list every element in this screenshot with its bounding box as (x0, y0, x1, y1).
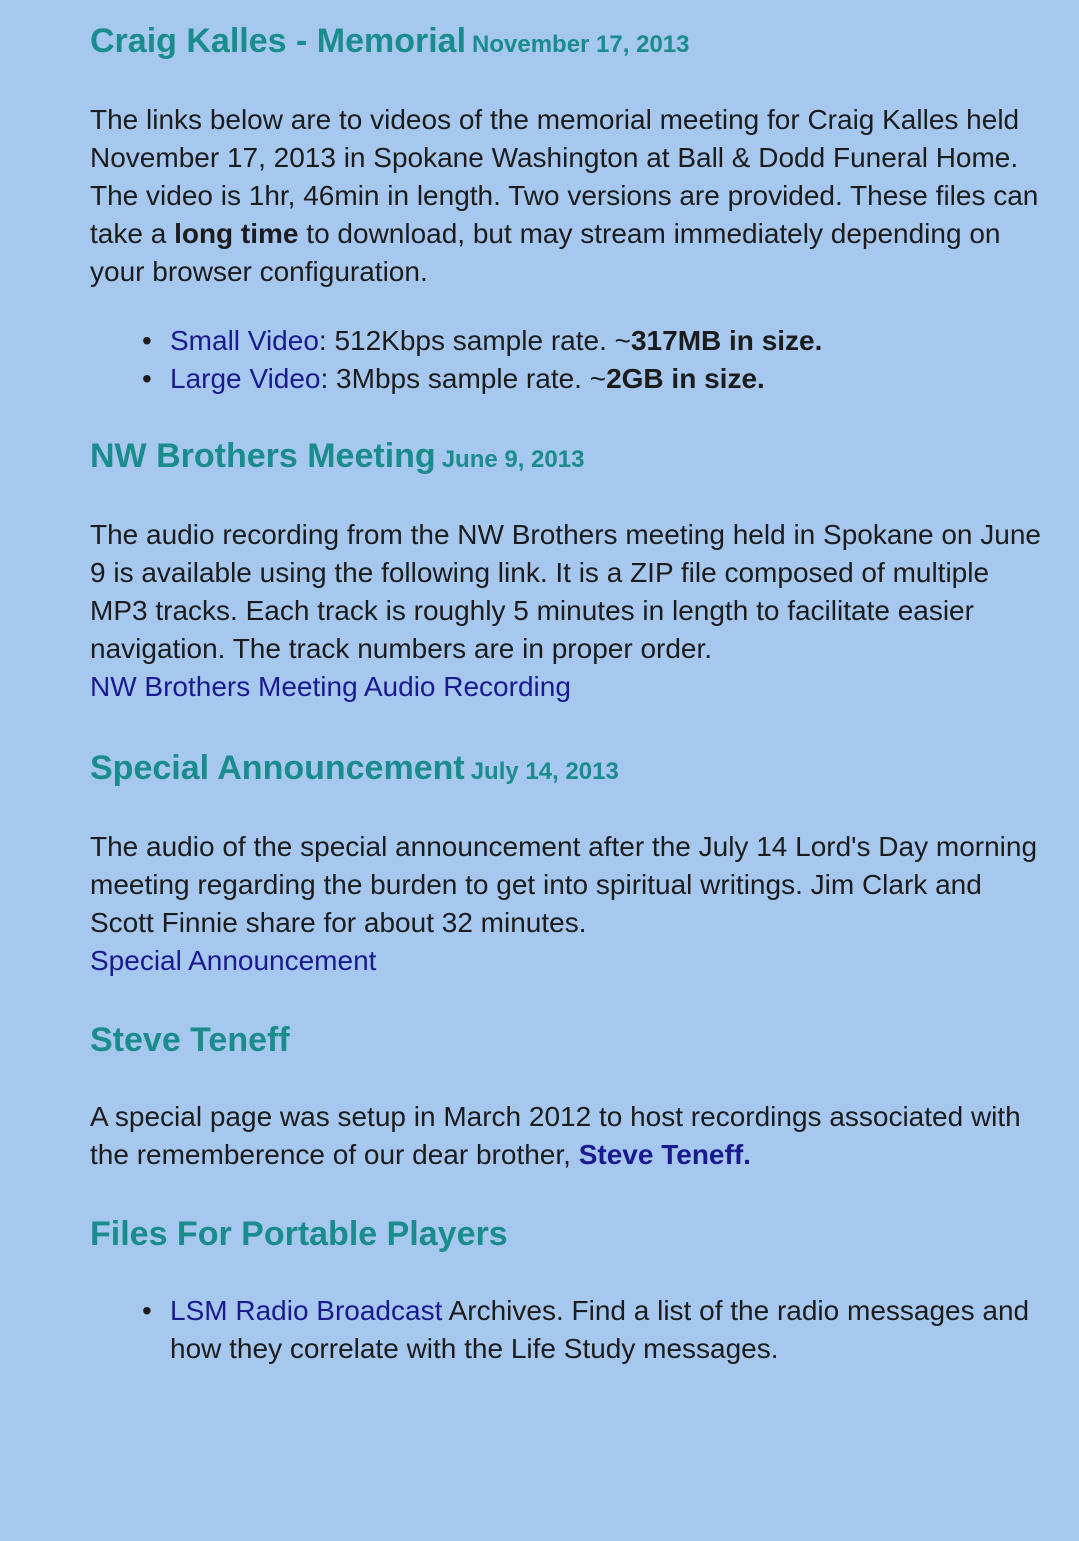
large-video-size: 2GB in size. (606, 363, 765, 394)
steve-teneff-description (90, 1098, 1049, 1174)
craig-body-part-1: The links below are to videos of the memorial meeting for Craig Kalles held November 17, 2013 in Spokane Washington at Ball & Dodd Funeral Home. The video is 1hr, 46min in length. Two versions are provided. These files can take a (90, 104, 1039, 249)
list-item (142, 322, 1049, 360)
large-video-info: : 3Mbps sample rate. ~ (320, 363, 607, 394)
special-announcement-link[interactable]: Special Announcement (90, 945, 377, 976)
portable-players-list (90, 1292, 1049, 1368)
large-video-link[interactable]: Large Video (170, 363, 321, 394)
steve-teneff-body: A special page was setup in March 2012 to host recordings associated with the rememberence of our dear brother, (90, 1101, 1021, 1170)
steve-teneff-title: Steve Teneff (90, 1021, 290, 1059)
nw-brothers-description (90, 516, 1049, 706)
steve-teneff-link[interactable]: Steve Teneff. (578, 1139, 751, 1170)
nw-brothers-date: June 9, 2013 (441, 446, 585, 473)
special-announcement-date: July 14, 2013 (470, 758, 619, 785)
craig-kalles-date: November 17, 2013 (472, 31, 690, 58)
portable-players-title: Files For Portable Players (90, 1215, 508, 1253)
special-announcement-body: The audio of the special announcement after the July 14 Lord's Day morning meeting regarding the burden to get into spiritual writings. Jim Clark and Scott Finnie share for about 32 minutes. (90, 831, 1038, 938)
special-announcement-title: Special Announcement (90, 749, 465, 787)
list-item (142, 1292, 1049, 1368)
bullet-icon: • (142, 1295, 152, 1326)
small-video-link[interactable]: Small Video (170, 325, 319, 356)
nw-brothers-heading (90, 433, 1049, 483)
craig-body-part-2: to download, but may stream immediately depending on your browser configuration. (90, 218, 1001, 287)
nw-brothers-body: The audio recording from the NW Brothers meeting held in Spokane on June 9 is available using the following link. It is a ZIP file composed of multiple MP3 tracks. Each track is roughly 5 minutes in length to facilitate easier navigation. The track numbers are in proper order. (90, 519, 1041, 664)
bullet-icon: • (142, 325, 152, 356)
craig-kalles-description (90, 101, 1049, 291)
craig-body-bold: long time (174, 218, 299, 249)
craig-video-list (90, 322, 1049, 398)
steve-teneff-heading (90, 1017, 1049, 1063)
special-announcement-description (90, 828, 1049, 980)
nw-brothers-audio-link[interactable]: NW Brothers Meeting Audio Recording (90, 671, 571, 702)
lsm-radio-broadcast-info: Archives. Find a list of the radio messages and how they correlate with the Life Study messages. (170, 1295, 1030, 1364)
craig-kalles-heading (90, 18, 1049, 68)
special-announcement-heading (90, 745, 1049, 795)
bullet-icon: • (142, 363, 152, 394)
portable-players-heading (90, 1211, 1049, 1257)
lsm-radio-broadcast-link[interactable]: LSM Radio Broadcast (170, 1295, 443, 1326)
nw-brothers-title: NW Brothers Meeting (90, 437, 436, 475)
list-item (142, 360, 1049, 398)
small-video-size: 317MB in size. (630, 325, 823, 356)
small-video-info: : 512Kbps sample rate. ~ (318, 325, 631, 356)
craig-kalles-title: Craig Kalles - Memorial (90, 22, 467, 60)
